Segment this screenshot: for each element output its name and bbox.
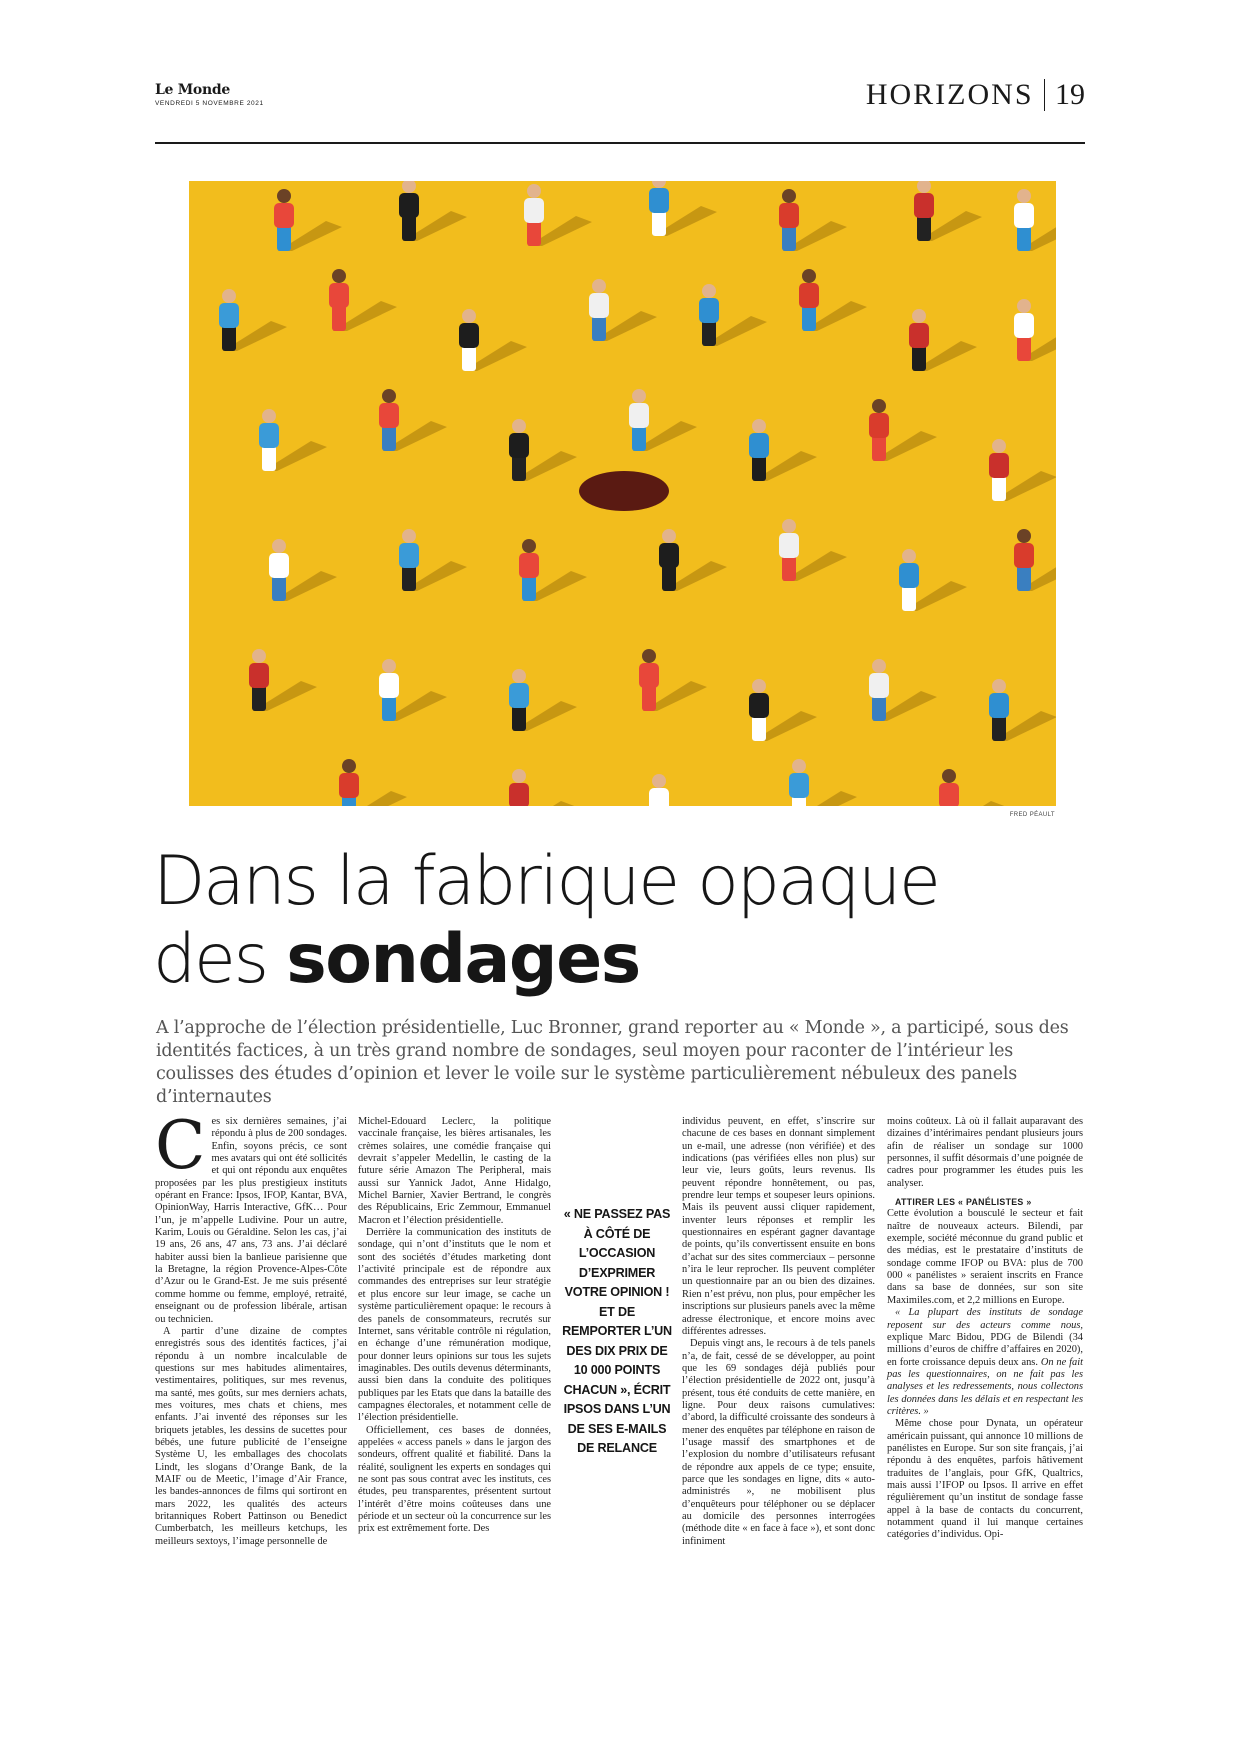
person-figure bbox=[459, 309, 527, 371]
paragraph: Depuis vingt ans, le recours à de tels panels n’a, de fait, cessé de se développer, au point que les 69 sondages déjà publiés pour l’élection présidentielle de 2022 ont, jusqu’à présent, tous été conduits de cette manière, en ligne. Pour deux raisons cumulatives: d’abord, la difficulté croissante des sondeurs à mener des enquêtes par téléphone en raison de l’usage massif des smartphones et de l’explosion du nombre d’utilisateurs refusant de répondre aux appels de ce type; ensuite, parce que les sondages en ligne, dits « auto-administrés », ne mobilisent plus d’enquêteurs pour téléphoner ou se déplacer au domicile des personnes interrogées (méthode dite « en face à face »), et sont donc infiniment bbox=[682, 1338, 876, 1547]
person-figure bbox=[509, 769, 577, 806]
pull-quote: « NE PASSEZ PAS À CÔTÉ DE L’OCCASION D’EXPRIMER VOTRE OPINION ! ET DE REMPORTER L’UN DES DIX PRIX DE 10 000 POINTS CHACUN », ÉCRIT IPSOS DANS L’UN DE SES E-MAILS DE RELANCE bbox=[562, 1207, 672, 1455]
masthead bbox=[155, 82, 264, 107]
headline bbox=[153, 843, 1103, 999]
person-figure bbox=[939, 769, 1007, 806]
paragraph: individus peuvent, en effet, s’inscrire sur chacune de ces bases en donnant simplement un e-mail, une adresse (non vérifiée) et des indications (pas vérifiées elles non plus) sur leur vie, leurs goûts, leurs revenus. Ils peuvent répondre honnêtement, ou pas, prendre leur temps et soupeser leurs opinions. Mais ils peuvent aussi cliquer rapidement, inventer leurs réponses et remplir les questionnaires en espérant gagner davantage de points, qu’ils convertissent ensuite en bons d’achat sur des sites commerciaux – personne n’ira le leur reprocher. Ils peuvent compléter un questionnaire par an ou bien des dizaines. Rien n’est prévu, non plus, pour empêcher les inscriptions sur plusieurs panels avec la même adresse électronique, et encore moins avec différentes adresses. bbox=[682, 1116, 875, 1337]
person-figure bbox=[524, 184, 592, 246]
person-figure bbox=[329, 269, 397, 331]
person-figure bbox=[509, 419, 577, 481]
person-figure bbox=[219, 289, 287, 351]
photo-credit: FRED PÉAULT bbox=[1009, 812, 1055, 818]
person-figure bbox=[1014, 189, 1056, 251]
column-2 bbox=[358, 1116, 551, 1536]
paragraph: A partir d’une dizaine de comptes enregistrés sous des identités factices, j’ai répondu à un nombre incalculable de questions sur mes habitudes alimentaires, vestimentaires, politiques, sur mes revenus, ma santé, mes goûts, sur mes derniers achats, mes voitures, mes chats et chiens, mes enfants. J’ai inventé des réponses sur les briquets jetables, les dessins de sucettes pour bébés, une future publicité de l’enseigne Système U, les emballages des chocolats Lindt, les slogans d’Orange Bank, de la MAIF ou de Meetic, l’image d’Air France, les bandes-annonces de films qui sortiront en mars 2022, les qualités des acteurs britanniques Robert Pattinson ou Benedict Cumberbatch, les meilleurs ketchups, les meilleurs sextoys, l’image personnelle de bbox=[155, 1325, 347, 1547]
person-figure bbox=[379, 389, 447, 451]
quote-italic-2: On ne fait pas les questionnaires, on ne fait pas les analyses et les redressements, nous collectons les données dans les délais et en respectant les critères. » bbox=[887, 1356, 1083, 1417]
person-figure bbox=[914, 181, 982, 241]
paragraph: Officiellement, ces bases de données, appelées « access panels » dans le jargon des sondeurs, offrent qualité et fiabilité. Dans la réalité, soulignent les experts en sondages qui ne sont pas sous contrat avec les instituts, ces études, peu transparentes, présentent surtout l’intérêt d’être moins coûteuses dans une période et un secteur où la concurrence sur les prix est extrêmement forte. Des bbox=[358, 1424, 551, 1535]
section-name: HORIZONS bbox=[865, 78, 1034, 111]
quote-italic: « La plupart des instituts de sondage reposent sur des acteurs comme nous, bbox=[887, 1307, 1083, 1331]
person-figure bbox=[779, 189, 847, 251]
subheading: ATTIRER LES « PANÉLISTES » bbox=[895, 1197, 1032, 1208]
dropcap: C bbox=[155, 1107, 206, 1184]
person-figure bbox=[509, 669, 577, 731]
newspaper-logo: Le Monde bbox=[155, 82, 230, 98]
illustration-crowd bbox=[189, 181, 1056, 806]
headline-light: des bbox=[153, 920, 287, 999]
chapeau: A l’approche de l’élection présidentielle, Luc Bronner, grand reporter au « Monde », a participé, sous des identités factices, à un très grand nombre de sondages, seul moyen pour raconter de l’intérieur les coulisses des études d’opinion et lever le voile sur le système particulièrement nébuleux des panels d’internautes bbox=[156, 1018, 1069, 1107]
person-figure bbox=[379, 659, 447, 721]
issue-date: VENDREDI 5 NOVEMBRE 2021 bbox=[155, 100, 264, 107]
paragraph: Michel-Edouard Leclerc, la politique vaccinale française, les bières artisanales, les crèmes solaires, une comédie française qui devrait s’appeler Medellin, le casting de la future série Amazon The Peripheral, mais aussi sur Yannick Jadot, Anne Hidalgo, Michel Barnier, Xavier Bertrand, le congrès des Républicains, Eric Zemmour, Emmanuel Macron et l’élection présidentielle. bbox=[358, 1116, 551, 1226]
headline-bold: sondages bbox=[286, 920, 640, 999]
person-figure bbox=[779, 519, 847, 581]
crowd-svg bbox=[189, 181, 1056, 806]
column-1 bbox=[155, 1107, 347, 1548]
person-figure bbox=[989, 679, 1056, 741]
paragraph: Cette évolution a bousculé le secteur et fait naître de nouveaux acteurs. Bilendi, par exemple, société méconnue du grand public et des médias, est le prestataire d’instituts de sondage comme IFOP ou BVA: plus de 700 000 « panélistes » seraient inscrits en France dans sa base de données, sur son site Maximiles.com, et 2,2 millions en Europe. bbox=[887, 1208, 1083, 1306]
page-number: 19 bbox=[1055, 78, 1085, 111]
person-figure bbox=[649, 181, 717, 236]
person-figure bbox=[269, 539, 337, 601]
paragraph: es six dernières semaines, j’ai répondu à plus de 200 sondages. Enfin, soyons précis, ce sont mes avatars qui ont été sollicités et qui ont répondu aux enquêtes proposées par les plus prestigieux instituts opérant en France: Ipsos, IFOP, Kantar, BVA, OpinionWay, Harris Interactive, GfK… Pour l’un, je m’appelle Ludivine. Pour un autre, Karim, Louis ou Géraldine. Selon les cas, j’ai 19 ans, 26 ans, 47 ans, 73 ans. J’ai déclaré habiter aussi bien la banlieue parisienne que la Bretagne, la région Provence-Alpes-Côte d’Azur ou le Grand-Est. Je me suis présenté comme homme ou femme, employé, retraité, enseignant ou de profession libérale, artisan ou technicien. bbox=[155, 1116, 347, 1325]
person-figure bbox=[339, 759, 407, 806]
section-header bbox=[866, 78, 1085, 112]
paragraph: Derrière la communication des instituts de sondage, qui n’ont d’instituts que le nom et sont des sociétés d’études marketing dont l’activité principale est de répondre aux commandes des entreprises sur leur stratégie et plus encore sur leur image, se cache un système particulièrement opaque: le recours à des panels de consommateurs, recrutés sur Internet, sans véritable contrôle ni régulation, en échange d’une rémunération modique, pour donner leurs opinions sur tous les sujets imaginables. Des outils devenus déterminants, aussi bien dans la conduite des politiques publiques par les Etats que dans la bataille des campagnes électorales, et notamment celle de l’élection présidentielle. bbox=[358, 1227, 551, 1424]
headline-line1: Dans la fabrique opaque bbox=[153, 842, 939, 921]
person-figure bbox=[399, 181, 467, 241]
person-figure bbox=[249, 649, 317, 711]
person-figure bbox=[259, 409, 327, 471]
paragraph bbox=[887, 1307, 1083, 1418]
person-figure bbox=[1014, 529, 1056, 591]
person-figure bbox=[749, 679, 817, 741]
hole-in-ground bbox=[579, 471, 669, 511]
column-4 bbox=[887, 1116, 1083, 1542]
person-figure bbox=[519, 539, 587, 601]
person-figure bbox=[799, 269, 867, 331]
top-rule bbox=[155, 142, 1085, 144]
person-figure bbox=[659, 529, 727, 591]
person-figure bbox=[274, 189, 342, 251]
person-figure bbox=[399, 529, 467, 591]
person-figure bbox=[649, 774, 717, 806]
person-figure bbox=[869, 399, 937, 461]
column-3 bbox=[682, 1116, 875, 1548]
quote-attribution: explique Marc Bidou, PDG de Bilendi (34 millions d’euros de chiffre d’affaires en 2020), en forte croissance depuis deux ans. bbox=[887, 1331, 1083, 1368]
person-figure bbox=[1014, 299, 1056, 361]
person-figure bbox=[989, 439, 1056, 501]
person-figure bbox=[869, 659, 937, 721]
paragraph: Même chose pour Dynata, un opérateur américain puissant, qui annonce 10 millions de panélistes en Europe. Sur son site français, j’ai répondu à des enquêtes, parfois hâtivement traduites de l’anglais, pour GfK, Qualtrics, mais aussi l’IFOP ou Ipsos. Il arrive en effet régulièrement qu’un institut de sondage fasse appel à la base de contacts du concurrent, notamment quand il lui manque certaines catégories d’individus. Opi- bbox=[887, 1418, 1083, 1541]
paragraph: moins coûteux. Là où il fallait auparavant des dizaines d’intérimaires pendant plusieurs jours afin de réaliser un sondage sur 1000 personnes, il suffit désormais d’une poignée de cadres pour programmer les études puis les analyser. bbox=[887, 1116, 1083, 1189]
person-figure bbox=[899, 549, 967, 611]
person-figure bbox=[639, 649, 707, 711]
person-figure bbox=[789, 759, 857, 806]
person-figure bbox=[589, 279, 657, 341]
person-figure bbox=[629, 389, 697, 451]
header-divider bbox=[1044, 79, 1046, 111]
person-figure bbox=[909, 309, 977, 371]
headline-line2 bbox=[153, 921, 1103, 999]
person-figure bbox=[749, 419, 817, 481]
person-figure bbox=[699, 284, 767, 346]
